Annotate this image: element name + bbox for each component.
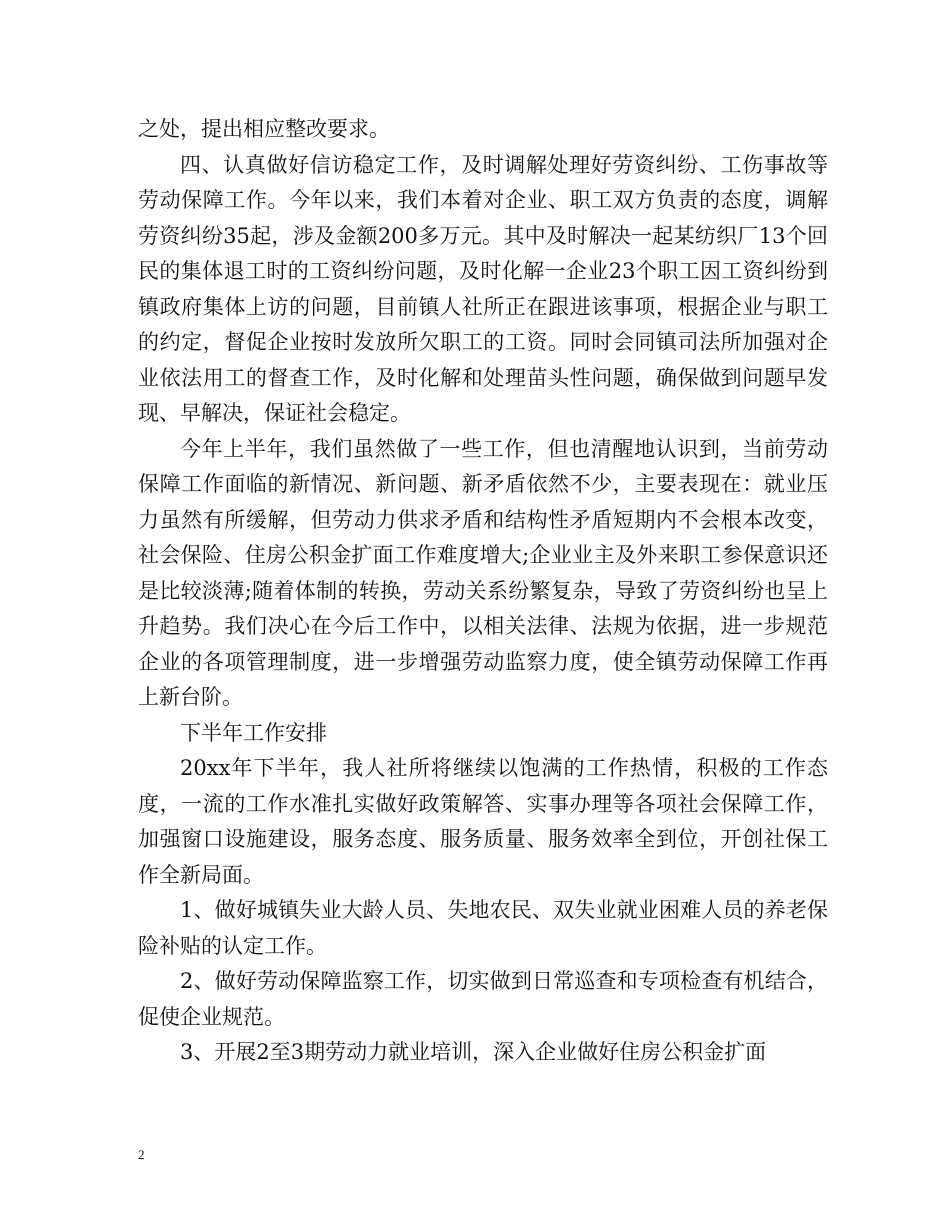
page-number: 2 <box>138 1147 145 1162</box>
paragraph-3: 今年上半年，我们虽然做了一些工作，但也清醒地认识到，当前劳动保障工作面临的新情况、新问题、新矛盾依然不少，主要表现在：就业压力虽然有所缓解，但劳动力供求矛盾和结构性矛盾短期内不会根本改变，社会保险、住房公积金扩面工作难度增大;企业业主及外来职工参保意识还是比较淡薄;随着体制的转换，劳动关系纷繁复杂，导致了劳资纠纷也呈上升趋势。我们决心在今后工作中，以相关法律、法规为依据，进一步规范企业的各项管理制度，进一步增强劳动监察力度，使全镇劳动保障工作再上新台阶。 <box>138 436 828 709</box>
paragraph-4: 20xx年下半年，我人社所将继续以饱满的工作热情，积极的工作态度，一流的工作水准扎实做好政策解答、实事办理等各项社会保障工作，加强窗口设施建设，服务态度、服务质量、服务效率全到位，开创社保工作全新局面。 <box>138 756 828 887</box>
list-item-1: 1、做好城镇失业大龄人员、失地农民、双失业就业困难人员的养老保险补贴的认定工作。 <box>138 898 828 958</box>
paragraph-1: 之处，提出相应整改要求。 <box>138 117 390 141</box>
list-item-2: 2、做好劳动保障监察工作，切实做到日常巡查和专项检查有机结合，促使企业规范。 <box>138 969 828 1029</box>
list-item-3: 3、开展2至3期劳动力就业培训，深入企业做好住房公积金扩面 <box>180 1040 767 1064</box>
document-body <box>138 112 828 1071</box>
section-heading: 下半年工作安排 <box>180 720 327 745</box>
paragraph-2: 四、认真做好信访稳定工作，及时调解处理好劳资纠纷、工伤事故等劳动保障工作。今年以来，我们本着对企业、职工双方负责的态度，调解劳资纠纷35起，涉及金额200多万元。其中及时解决一起某纺织厂13个回民的集体退工时的工资纠纷问题，及时化解一企业23个职工因工资纠纷到镇政府集体上访的问题，目前镇人社所正在跟进该事项，根据企业与职工的约定，督促企业按时发放所欠职工的工资。同时会同镇司法所加强对企业依法用工的督查工作，及时化解和处理苗头性问题，确保做到问题早发现、早解决，保证社会稳定。 <box>138 152 828 425</box>
